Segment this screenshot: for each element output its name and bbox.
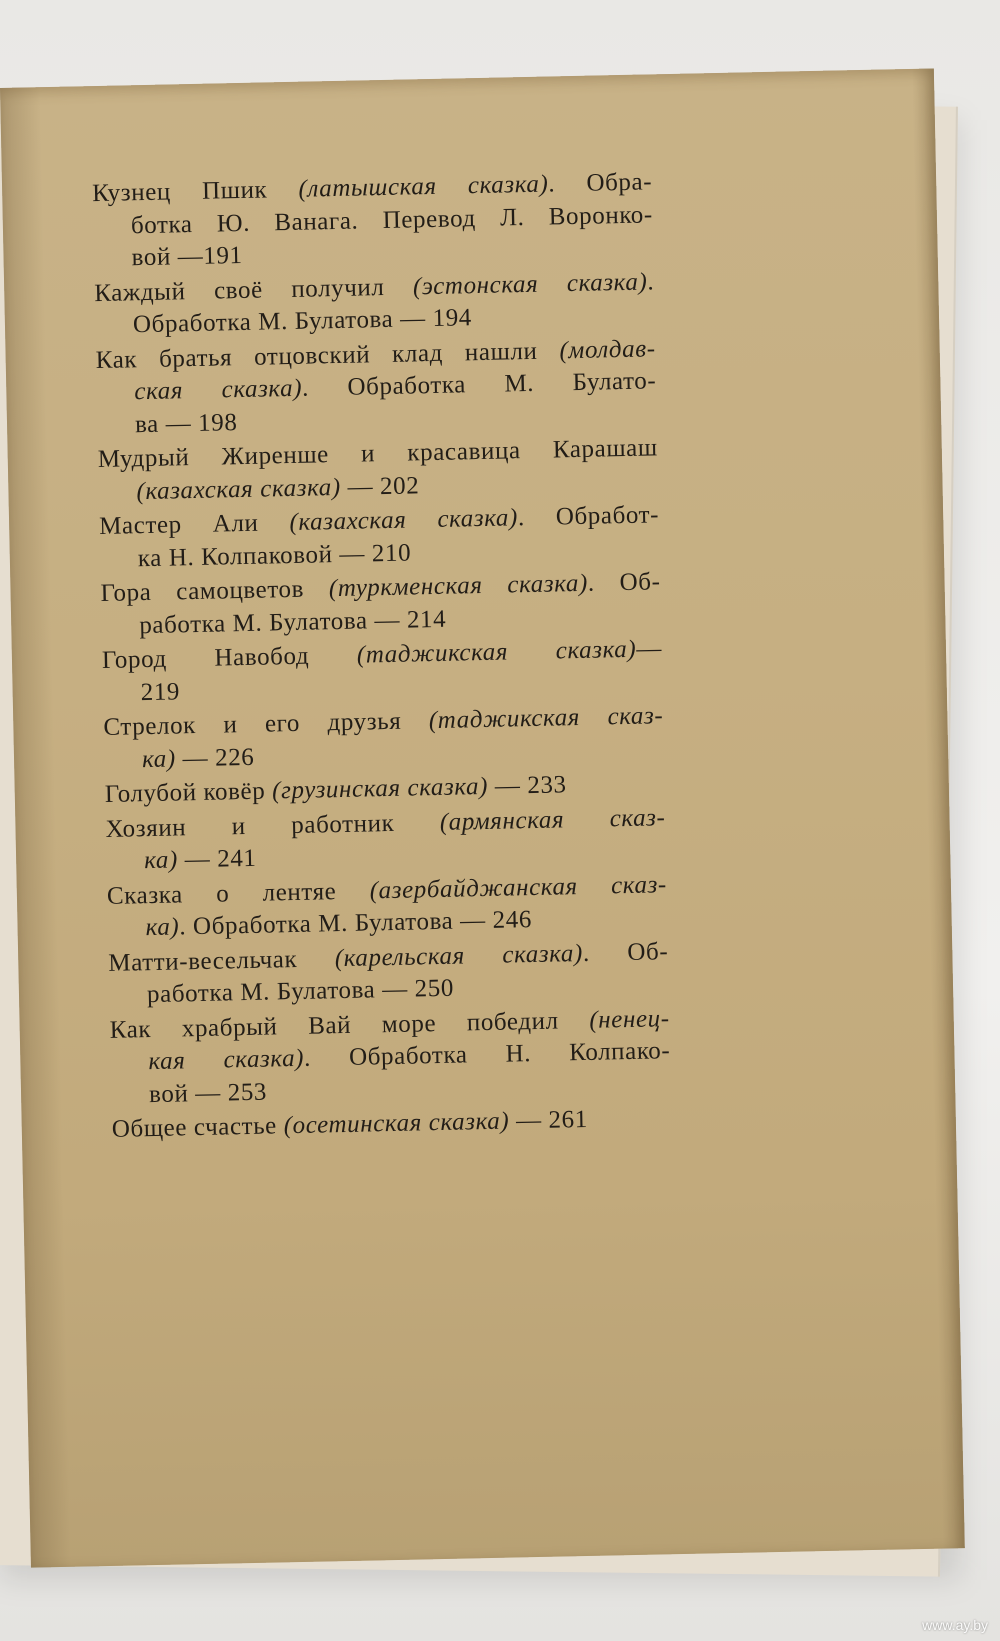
- toc-note: (таджикская сказ-: [428, 702, 664, 735]
- toc-entry: [94, 266, 655, 343]
- toc-text: Как храбрый Вай море победил: [109, 1006, 590, 1044]
- watermark: www.ay.by: [922, 1617, 988, 1633]
- toc-text: Мудрый Жиренше и красавица Карашаш: [97, 434, 658, 474]
- toc-text: . Обработ-: [517, 501, 660, 532]
- book-page: [0, 68, 965, 1567]
- toc-text: . Обра-: [548, 168, 653, 198]
- toc-entry: [99, 499, 660, 576]
- toc-text: — 261: [508, 1105, 589, 1135]
- toc-text: . Об-: [587, 568, 661, 597]
- toc-note: ка): [141, 744, 177, 773]
- toc-text: — 233: [487, 771, 567, 800]
- toc-text: Голубой ковёр: [104, 777, 273, 808]
- toc-text: Гора самоцветов: [100, 575, 330, 608]
- toc-text: вой — 253: [148, 1078, 268, 1108]
- toc-note: (ненец-: [589, 1004, 670, 1034]
- toc-entry: [95, 333, 657, 442]
- toc-note: ка): [143, 846, 179, 875]
- toc-note: (туркменская сказка): [328, 569, 589, 603]
- toc-note: ская сказка): [134, 374, 303, 406]
- toc-text: . Об-: [582, 937, 669, 967]
- toc-text: ботка Ю. Ванага. Перевод Л. Воронко-: [130, 200, 654, 239]
- toc-note: (таджикская сказка): [356, 635, 637, 669]
- toc-text: Общее счастье: [111, 1112, 284, 1143]
- toc-entry: [100, 566, 661, 643]
- toc-note: (казахская сказка): [136, 473, 342, 505]
- toc-entry: [97, 432, 658, 509]
- toc-note: кая сказка): [148, 1044, 305, 1076]
- toc-note: (азербайджанская сказ-: [369, 870, 668, 904]
- toc-text: Кузнец Пшик: [91, 175, 299, 208]
- toc-text: — 226: [175, 743, 255, 772]
- toc-text: Стрелок и его друзья: [103, 707, 430, 741]
- toc-text: . Обработка Н. Колпако-: [303, 1037, 671, 1072]
- toc-text: ва — 198: [134, 408, 238, 438]
- toc-text: — 202: [340, 471, 420, 501]
- toc-text: работка М. Булатова — 250: [146, 974, 455, 1009]
- toc-text: .: [647, 267, 655, 295]
- table-of-contents: [92, 166, 672, 1148]
- toc-text: —: [636, 635, 663, 663]
- toc-text: Город Навобод: [101, 641, 358, 674]
- toc-note: (латышская сказка): [298, 170, 549, 203]
- toc-entry: [107, 869, 668, 946]
- toc-entry: [109, 1003, 671, 1112]
- toc-text: Сказка о лентяе: [106, 876, 370, 910]
- toc-text: Как братья отцовский клад нашли: [95, 336, 560, 374]
- toc-entry: [102, 633, 663, 710]
- toc-entry: [103, 700, 664, 777]
- toc-note: (осетинская сказка): [283, 1107, 510, 1140]
- toc-text: . Обработка М. Булатова — 246: [179, 906, 533, 941]
- toc-note: (казахская сказка): [289, 504, 519, 537]
- toc-text: ка Н. Колпаковой — 210: [137, 538, 412, 572]
- toc-note: (карельская сказка): [334, 939, 584, 972]
- toc-text: Обработка М. Булатова — 194: [132, 304, 473, 339]
- toc-text: вой —191: [131, 241, 243, 272]
- toc-text: — 241: [177, 844, 257, 874]
- toc-text: работка М. Булатова — 214: [138, 605, 447, 639]
- toc-note: (эстонская сказка): [412, 267, 648, 300]
- toc-note: (молдав-: [559, 334, 656, 364]
- toc-text: Хозяин и работник: [105, 808, 441, 843]
- toc-entry: [92, 166, 654, 275]
- toc-entry: [108, 936, 669, 1013]
- toc-note: ка): [145, 913, 180, 942]
- toc-text: . Обработка М. Булато-: [301, 367, 657, 402]
- toc-text: Мастер Али: [98, 509, 290, 541]
- toc-note: (грузинская сказка): [271, 772, 489, 805]
- toc-text: 219: [140, 677, 181, 706]
- toc-note: (армянская сказ-: [439, 803, 666, 836]
- toc-text: Каждый своё получил: [94, 272, 414, 307]
- toc-entry: [105, 802, 666, 879]
- toc-text: Матти-весельчак: [108, 944, 336, 977]
